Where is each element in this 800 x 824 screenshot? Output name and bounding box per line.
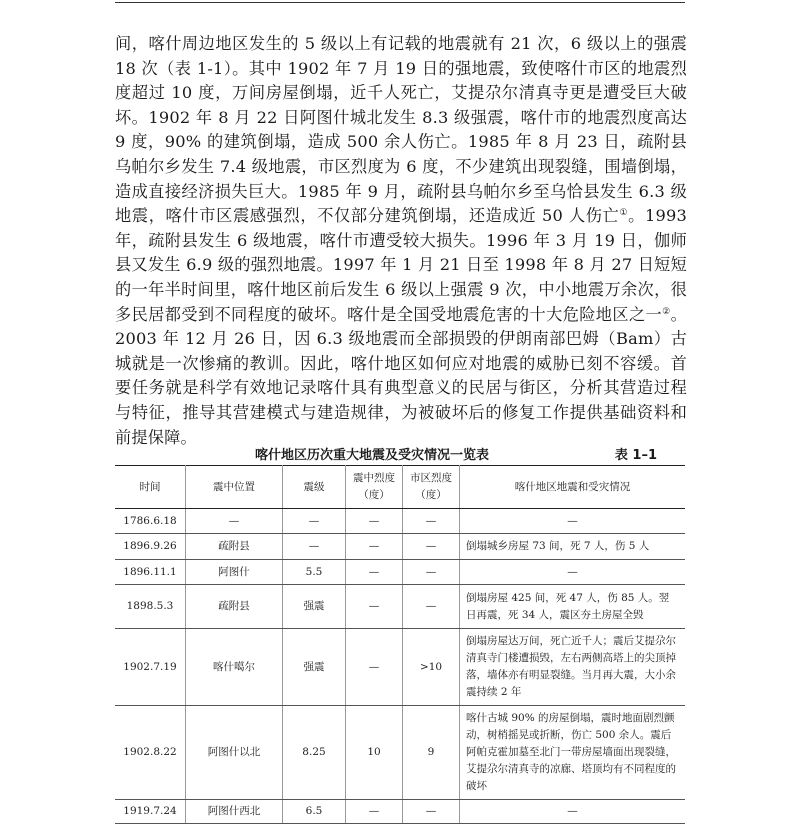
footnote-marker-1[interactable]: ① xyxy=(619,208,629,219)
table-row xyxy=(115,560,685,585)
cell-location: — xyxy=(186,509,283,534)
cell-city-intensity: — xyxy=(403,585,460,629)
cell-description: 喀什古城 90% 的房屋倒塌，震时地面剧烈颤动，树梢摇晃或折断，伤亡 500 余人。震后阿帕克霍加墓至北门一带房屋墙面出现裂缝，艾提尕尔清真寺的凉廊、塔顶均有不同程度的破坏 xyxy=(460,706,686,800)
cell-description: — xyxy=(460,509,686,534)
cell-description: 倒塌房屋达万间，死亡近千人；震后艾提尕尔清真寺门楼遭损毁，左右两侧高塔上的尖顶掉落，墙体亦有明显裂缝。当月再大震，大小余震持续 2 年 xyxy=(460,629,686,706)
cell-description: 倒塌城乡房屋 73 间，死 7 人，伤 5 人 xyxy=(460,534,686,560)
cell-intensity: 10 xyxy=(346,706,403,800)
cell-location: 疏附县 xyxy=(186,534,283,560)
table-row xyxy=(115,509,685,534)
header-date: 时间 xyxy=(115,466,186,509)
cell-city-intensity: 9 xyxy=(403,706,460,800)
paragraph-text-1: 间，喀什周边地区发生的 5 级以上有记载的地震就有 21 次，6 级以上的强震 18 次（表 1-1）。其中 1902 年 7 月 19 日的强地震，致使喀什市区的地震烈度超过 10 度，万间房屋倒塌，近千人死亡，艾提尕尔清真寺更是遭受巨大破坏。1902 年 8 月 22 日阿图什城北发生 8.3 级强震，喀什市的地震烈度高达 9 度，90% 的建筑倒塌，造成 500 余人伤亡。1985 年 8 月 23 日，疏附县乌帕尔乡发生 7.4 级地震，市区烈度为 6 度，不少建筑出现裂缝，围墙倒塌，造成直接经济损失巨大。1985 年 9 月，疏附县乌帕尔乡至乌恰县发生 6.3 级地震，喀什市区震感强烈，不仅部分建筑倒塌，还造成近 50 人伤亡 xyxy=(115,34,687,226)
cell-description: — xyxy=(460,560,686,585)
table-row xyxy=(115,706,685,800)
cell-intensity: — xyxy=(346,629,403,706)
header-magnitude: 震级 xyxy=(283,466,346,509)
cell-description: 倒塌房屋 425 间，死 47 人，伤 85 人。翌日再震，死 34 人，震区夯土房屋全毁 xyxy=(460,585,686,629)
cell-date: 1898.5.3 xyxy=(115,585,186,629)
cell-intensity: — xyxy=(346,585,403,629)
cell-location: 喀什噶尔 xyxy=(186,629,283,706)
cell-date: 1919.7.24 xyxy=(115,800,186,824)
table-header-row xyxy=(115,466,685,509)
cell-date: 1896.11.1 xyxy=(115,560,186,585)
table-row xyxy=(115,629,685,706)
cell-intensity: — xyxy=(346,560,403,585)
cell-magnitude: 强震 xyxy=(283,629,346,706)
cell-location: 疏附县 xyxy=(186,585,283,629)
cell-magnitude: 6.5 xyxy=(283,800,346,824)
body-paragraph xyxy=(115,32,687,450)
header-intensity: 震中烈度（度） xyxy=(346,466,403,509)
header-description: 喀什地区地震和受灾情况 xyxy=(460,466,686,509)
cell-city-intensity: — xyxy=(403,560,460,585)
table-caption xyxy=(115,444,685,464)
cell-date: 1786.6.18 xyxy=(115,509,186,534)
cell-magnitude: — xyxy=(283,509,346,534)
table-row xyxy=(115,534,685,560)
cell-magnitude: 5.5 xyxy=(283,560,346,585)
paragraph-text-3: 。2003 年 12 月 26 日，因 6.3 级地震而全部损毁的伊朗南部巴姆（Bam）古城就是一次惨痛的教训。因此，喀什地区如何应对地震的威胁已刻不容缓。首要任务就是科学有效地记录喀什具有典型意义的民居与街区，分析其营造过程与特征，推导其营建模式与建造规律，为被破坏后的修复工作提供基础资料和前提保障。 xyxy=(115,304,687,447)
cell-magnitude: — xyxy=(283,534,346,560)
cell-location: 阿图什西北 xyxy=(186,800,283,824)
cell-date: 1902.7.19 xyxy=(115,629,186,706)
cell-city-intensity: — xyxy=(403,534,460,560)
cell-magnitude: 8.25 xyxy=(283,706,346,800)
top-rule xyxy=(115,2,685,3)
header-location: 震中位置 xyxy=(186,466,283,509)
cell-city-intensity: — xyxy=(403,509,460,534)
cell-description: — xyxy=(460,800,686,824)
earthquake-table xyxy=(115,465,685,824)
paragraph-text-2: 。1993 年，疏附县发生 6 级地震，喀什市遭受较大损失。1996 年 3 月 19 日，伽师县又发生 6.9 级的强烈地震。1997 年 1 月 21 日至 1998 年 8 月 27 日短短的一年半时间里，喀什地区前后发生 6 级以上强震 9 次，中小地震万余次，很多民居都受到不同程度的破坏。喀什是全国受地震危害的十大危险地区之一 xyxy=(115,206,687,324)
cell-intensity: — xyxy=(346,800,403,824)
cell-intensity: — xyxy=(346,509,403,534)
cell-magnitude: 强震 xyxy=(283,585,346,629)
cell-city-intensity: >10 xyxy=(403,629,460,706)
table-number: 表 1–1 xyxy=(614,448,657,463)
cell-date: 1902.8.22 xyxy=(115,706,186,800)
header-city-intensity: 市区烈度（度） xyxy=(403,466,460,509)
footnote-marker-2[interactable]: ② xyxy=(662,306,671,317)
table-row xyxy=(115,585,685,629)
cell-intensity: — xyxy=(346,534,403,560)
cell-location: 阿图什 xyxy=(186,560,283,585)
cell-location: 阿图什以北 xyxy=(186,706,283,800)
cell-city-intensity: — xyxy=(403,800,460,824)
table-title: 喀什地区历次重大地震及受灾情况一览表 xyxy=(255,448,490,463)
cell-date: 1896.9.26 xyxy=(115,534,186,560)
table-row xyxy=(115,800,685,824)
